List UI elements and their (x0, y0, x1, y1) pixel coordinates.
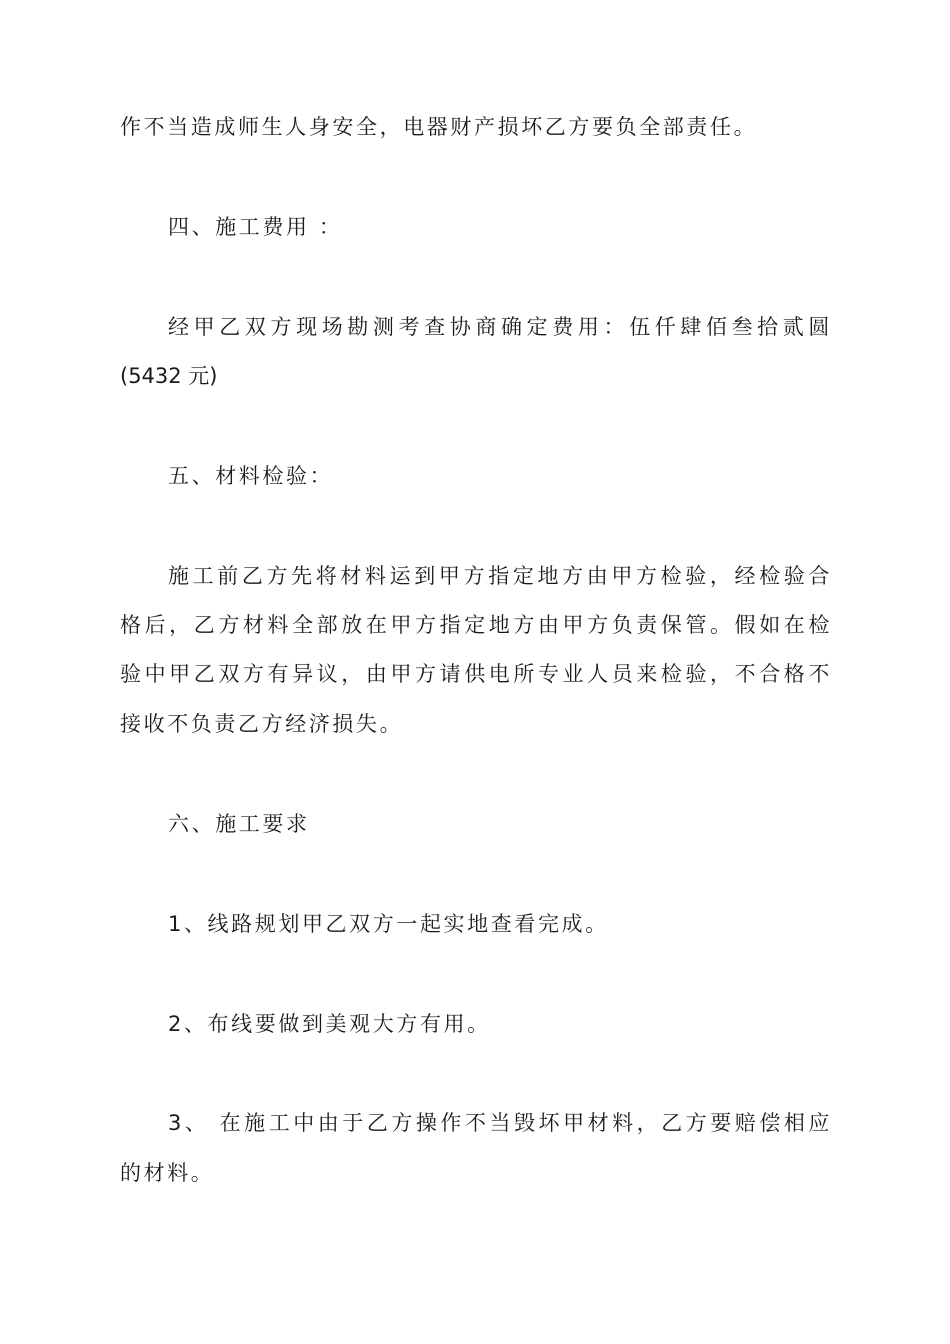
section-4-body-line-2: (5432 元) (120, 364, 218, 388)
section-5-heading: 五、材料检验： (168, 464, 334, 488)
section-5-body-line-1: 施工前乙方先将材料运到甲方指定地方由甲方检验，经检验合 (168, 564, 832, 588)
section-5-body-line-2: 格后，乙方材料全部放在甲方指定地方由甲方负责保管。假如在检 (120, 613, 832, 637)
section-6-heading: 六、施工要求 (168, 812, 310, 836)
section-5-body-line-3: 验中甲乙双方有异议，由甲方请供电所专业人员来检验，不合格不 (120, 662, 832, 686)
section-4-heading: 四、施工费用 ： (168, 215, 343, 239)
section-6-item-2: 2、布线要做到美观大方有用。 (168, 1012, 491, 1036)
paragraph-continuation: 作不当造成师生人身安全，电器财产损坏乙方要负全部责任。 (120, 115, 758, 139)
section-5-body-line-4: 接收不负责乙方经济损失。 (120, 712, 404, 736)
section-6-item-3-line-1: 3、 在施工中由于乙方操作不当毁坏甲材料，乙方要赔偿相应 (168, 1111, 832, 1135)
section-4-body-line-1: 经甲乙双方现场勘测考查协商确定费用：伍仟肆佰叁拾贰圆 (168, 315, 832, 339)
section-6-item-3-line-2: 的材料。 (120, 1161, 215, 1185)
section-6-item-1: 1、线路规划甲乙双方一起实地查看完成。 (168, 912, 609, 936)
